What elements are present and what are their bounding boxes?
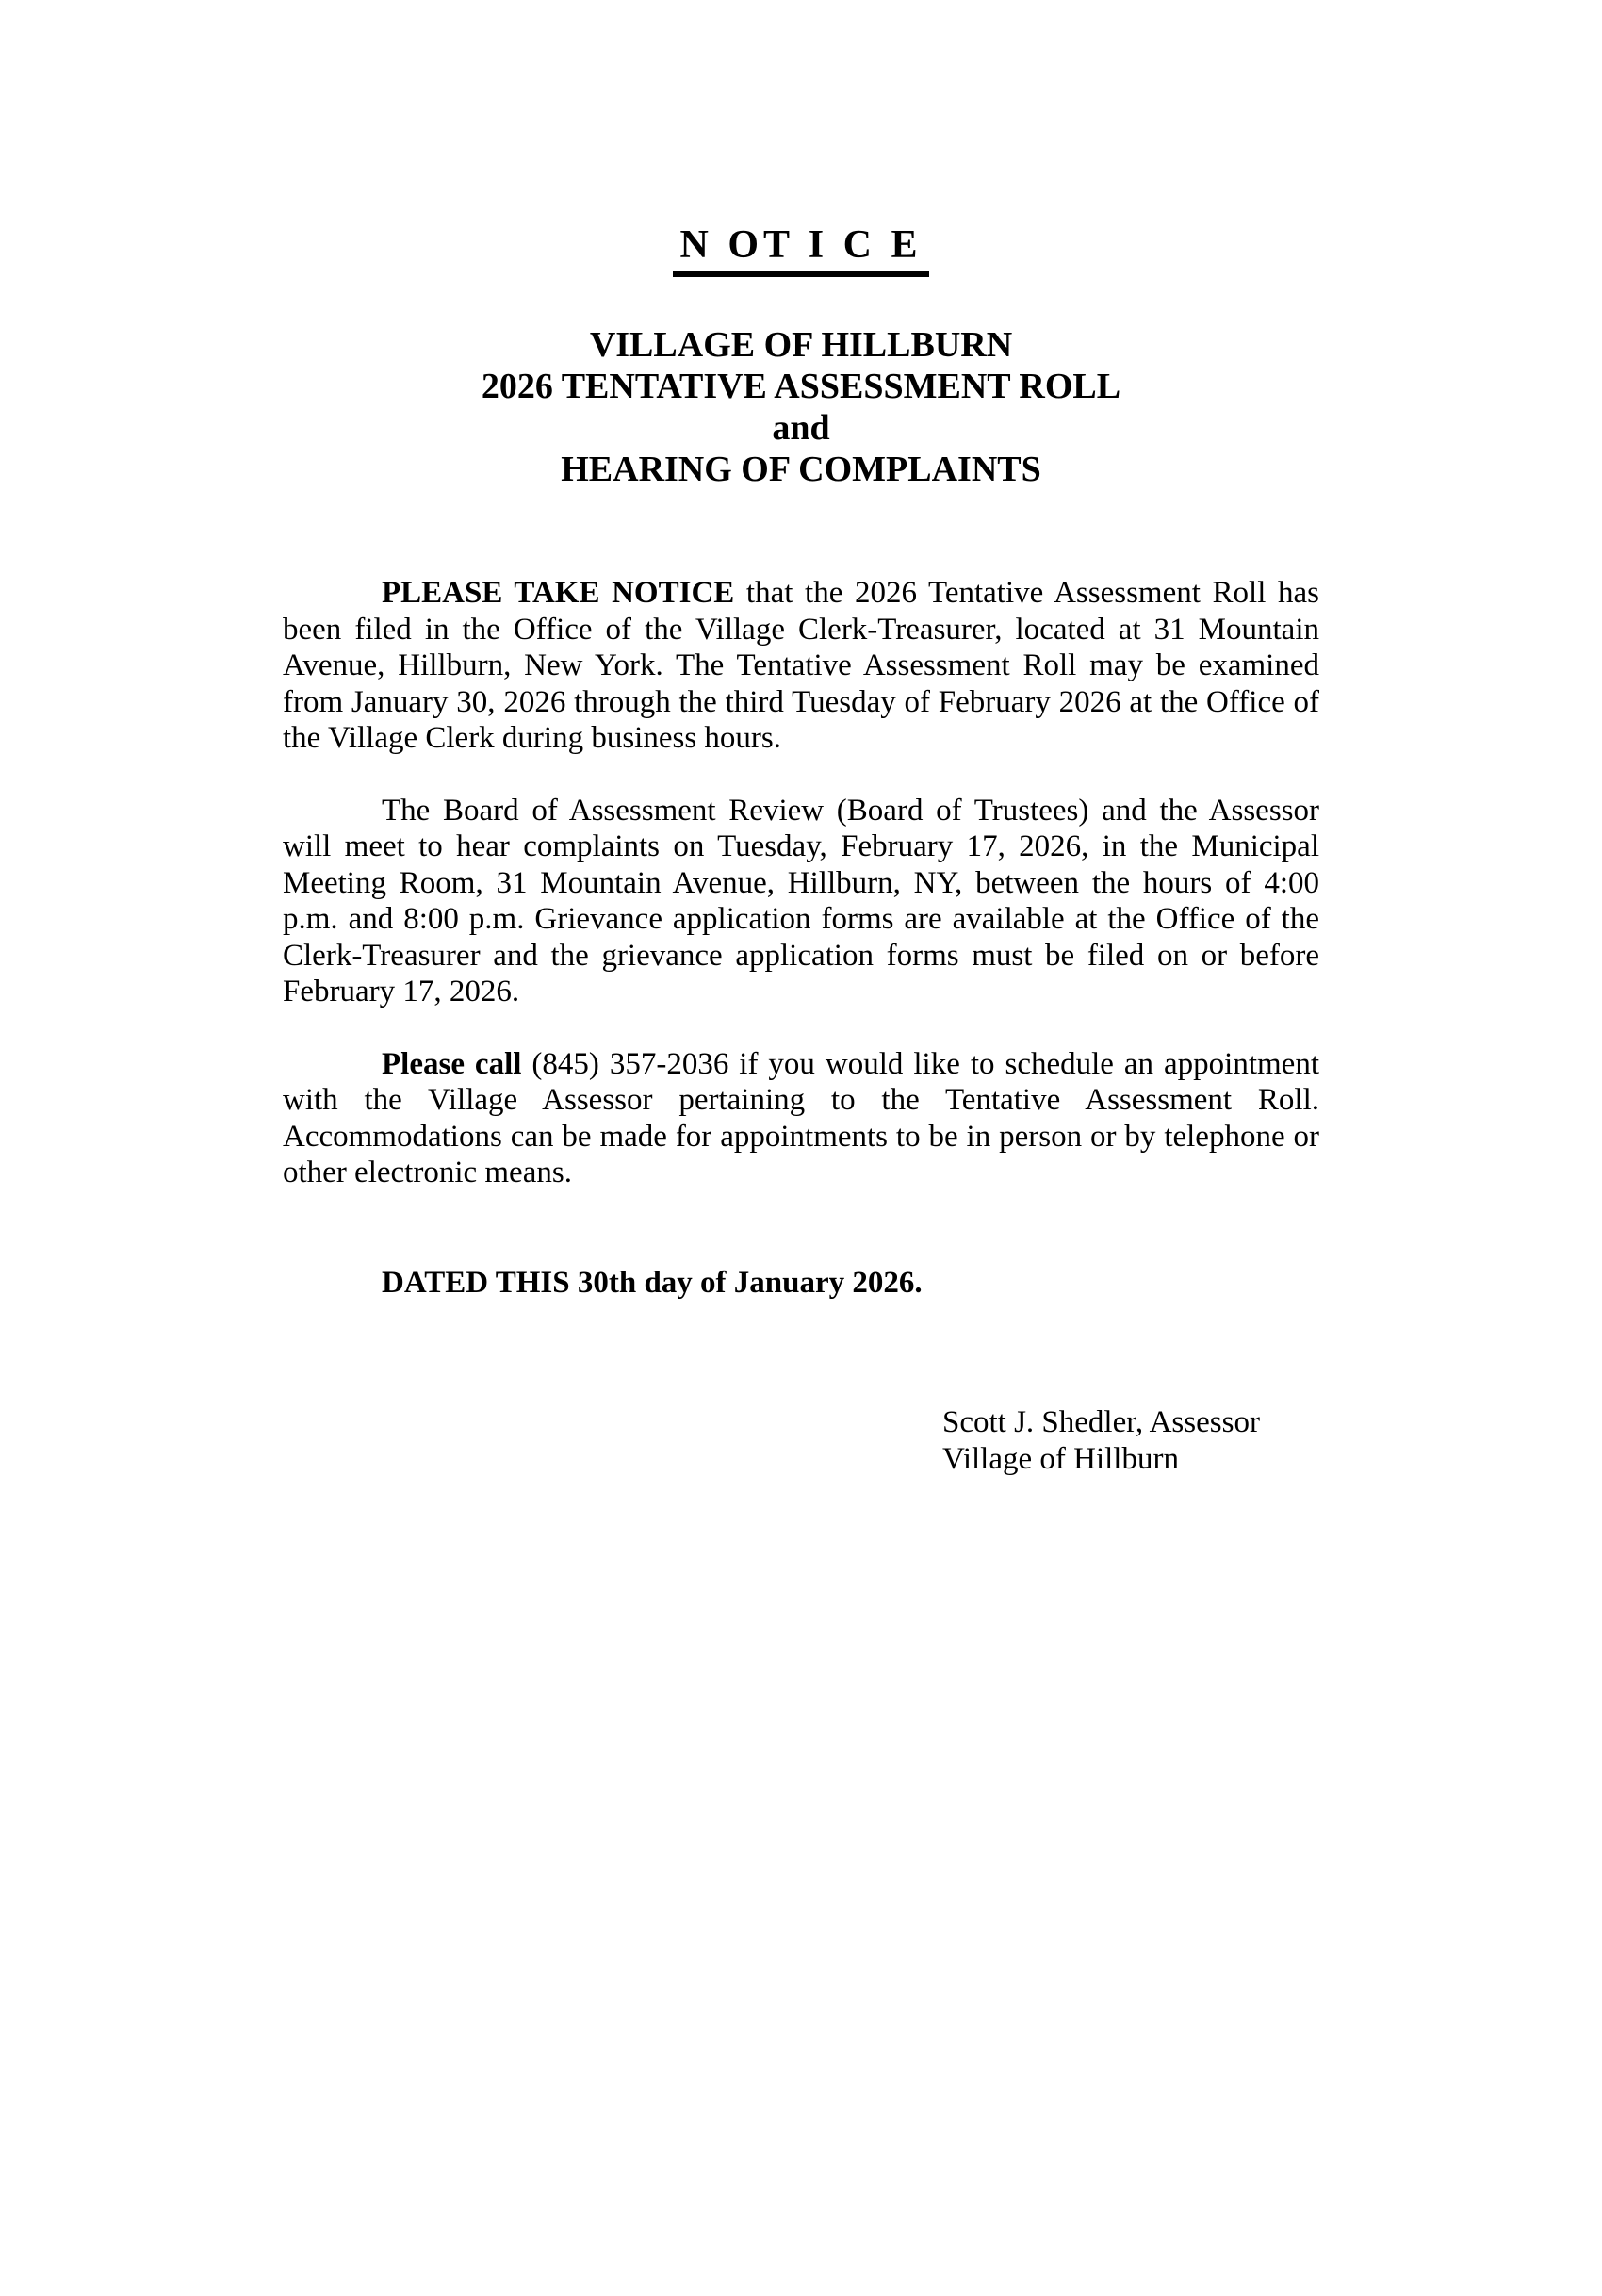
heading-line-village: VILLAGE OF HILLBURN [589,325,1013,366]
document-heading [283,324,1319,490]
heading-line-hearing: HEARING OF COMPLAINTS [561,450,1041,490]
heading-line-assessment-roll: 2026 TENTATIVE ASSESSMENT ROLL [481,367,1121,407]
dated-line: DATED THIS 30th day of January 2026. [382,1265,923,1300]
document-content [0,222,1602,1477]
paragraph-appointment-text: (845) 357-2036 if you would like to schedule an appointment with the Village Assessor pertaining to the Tentative Assessment Roll. Accommodations can be made for appointments to be in person or by telephone or other electronic means. [283,1046,1319,1190]
notice-title-container [283,222,1319,277]
paragraph-board-review-text: The Board of Assessment Review (Board of Trustees) and the Assessor will meet to hear complaints on Tuesday, February 17, 2026, in the Municipal Meeting Room, 31 Mountain Avenue, Hillburn, NY, between the hours of 4:00 p.m. and 8:00 p.m. Grievance application forms are available at the Office of the Clerk-Treasurer and the grievance application forms must be filed on or before February 17, 2026. [283,793,1319,1009]
paragraph-filing-notice-text: that the 2026 Tentative Assessment Roll has been filed in the Office of the Village Clerk-Treasurer, located at 31 Mountain Avenue, Hillburn, New York. The Tentative Assessment Roll may be examined from January 30, 2026 through the third Tuesday of February 2026 at the Office of the Village Clerk during business hours. [283,576,1319,756]
document-page [0,222,1602,2296]
paragraph-filing-notice [283,575,1319,757]
signature-name: Scott J. Shedler, Assessor [942,1405,1260,1440]
notice-title: N OT I C E [673,222,930,277]
paragraph-filing-notice-lead: PLEASE TAKE NOTICE [382,576,735,611]
signature-block [942,1404,1319,1477]
paragraph-appointment-lead: Please call [382,1046,522,1081]
paragraph-appointment [283,1046,1319,1191]
signature-organization: Village of Hillburn [942,1441,1179,1476]
heading-line-and: and [772,408,830,449]
paragraph-board-review [283,793,1319,1010]
